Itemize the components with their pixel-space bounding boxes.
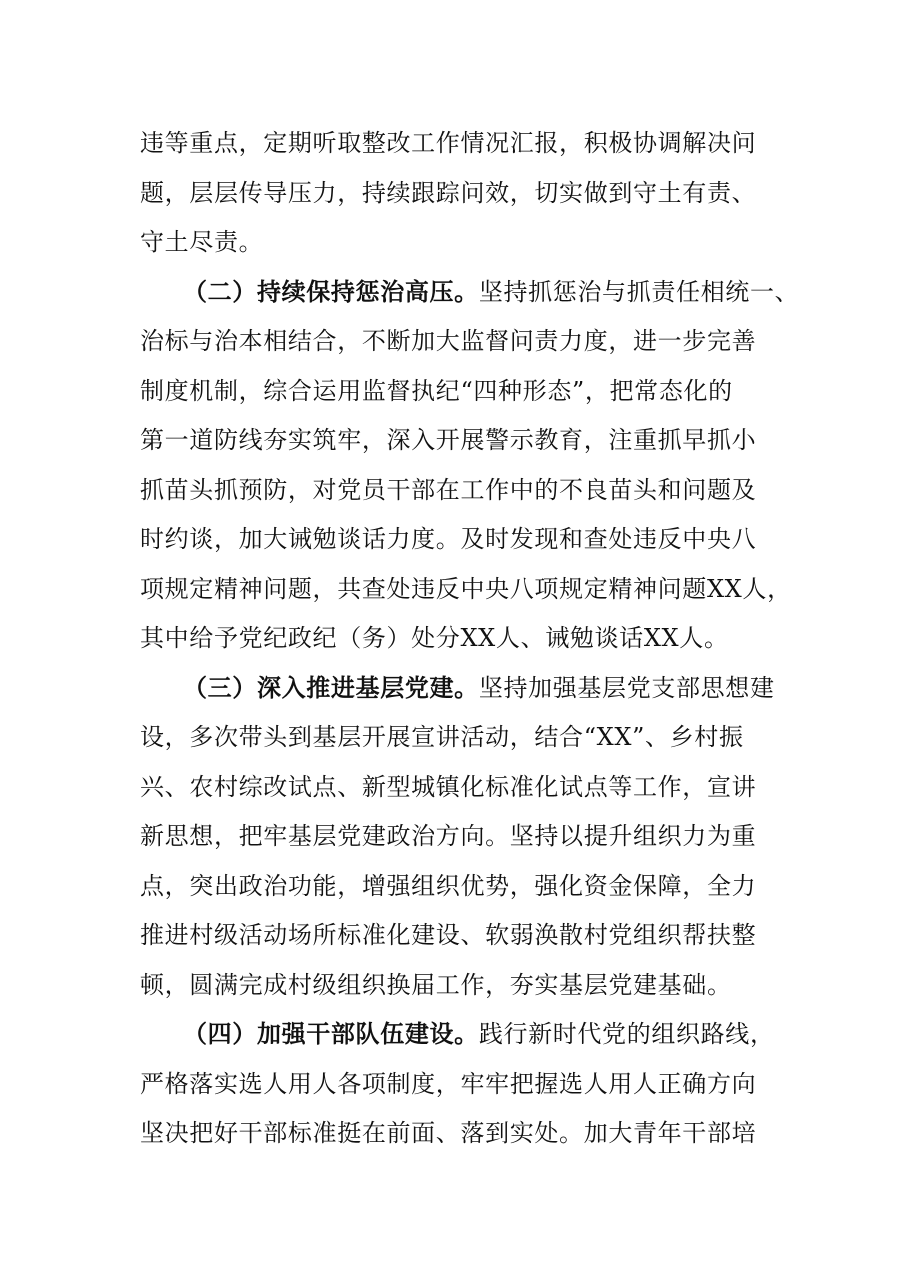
section-four-first-line xyxy=(183,1019,823,1049)
body-line: 违等重点，定期听取整改工作情况汇报，积极协调解决问 xyxy=(140,129,757,157)
section-three-heading: （三）深入推进基层党建。 xyxy=(183,674,479,702)
body-line: 题，层层传导压力，持续跟踪问效，切实做到守土有责、 xyxy=(140,179,757,207)
body-line: 兴、农村综改试点、新型城镇化标准化试点等工作，宣讲 xyxy=(140,773,757,801)
body-line: 顿，圆满完成村级组织换届工作，夯实基层党建基础。 xyxy=(140,971,732,999)
section-three-lead-text: 坚持加强基层党支部思想建 xyxy=(478,674,775,702)
body-line: 坚决把好干部标准挺在前面、落到实处。加大青年干部培 xyxy=(140,1119,757,1147)
body-line: 制度机制，综合运用监督执纪“四种形态”，把常态化的 xyxy=(140,377,733,405)
body-line: 新思想，把牢基层党建政治方向。坚持以提升组织力为重 xyxy=(140,822,757,850)
body-line: 项规定精神问题，共查处违反中央八项规定精神问题XX人， xyxy=(140,575,792,603)
section-three-first-line xyxy=(183,673,823,703)
body-line: 抓苗头抓预防，对党员干部在工作中的不良苗头和问题及 xyxy=(140,476,757,504)
body-line: 设，多次带头到基层开展宣讲活动，结合“XX”、乡村振 xyxy=(140,723,744,751)
section-two-lead-text: 坚持抓惩治与抓责任相统一、 xyxy=(478,278,800,306)
body-line: 第一道防线夯实筑牢，深入开展警示教育，注重抓早抓小 xyxy=(140,426,757,454)
section-two-heading: （二）持续保持惩治高压。 xyxy=(183,278,479,306)
section-four-lead-text: 践行新时代党的组织路线， xyxy=(478,1020,775,1048)
body-line: 推进村级活动场所标准化建设、软弱涣散村党组织帮扶整 xyxy=(140,921,757,949)
body-line: 点，突出政治功能，增强组织优势，强化资金保障，全力 xyxy=(140,872,757,900)
body-line: 治标与治本相结合，不断加大监督问责力度，进一步完善 xyxy=(140,327,757,355)
body-line: 守土尽责。 xyxy=(140,228,264,256)
body-line: 时约谈，加大诫勉谈话力度。及时发现和查处违反中央八 xyxy=(140,525,757,553)
body-line: 严格落实选人用人各项制度，牢牢把握选人用人正确方向 xyxy=(140,1070,757,1098)
section-two-first-line xyxy=(183,277,823,307)
body-line: 其中给予党纪政纪（务）处分XX人、诫勉谈话XX人。 xyxy=(140,624,729,652)
section-four-heading: （四）加强干部队伍建设。 xyxy=(183,1020,479,1048)
